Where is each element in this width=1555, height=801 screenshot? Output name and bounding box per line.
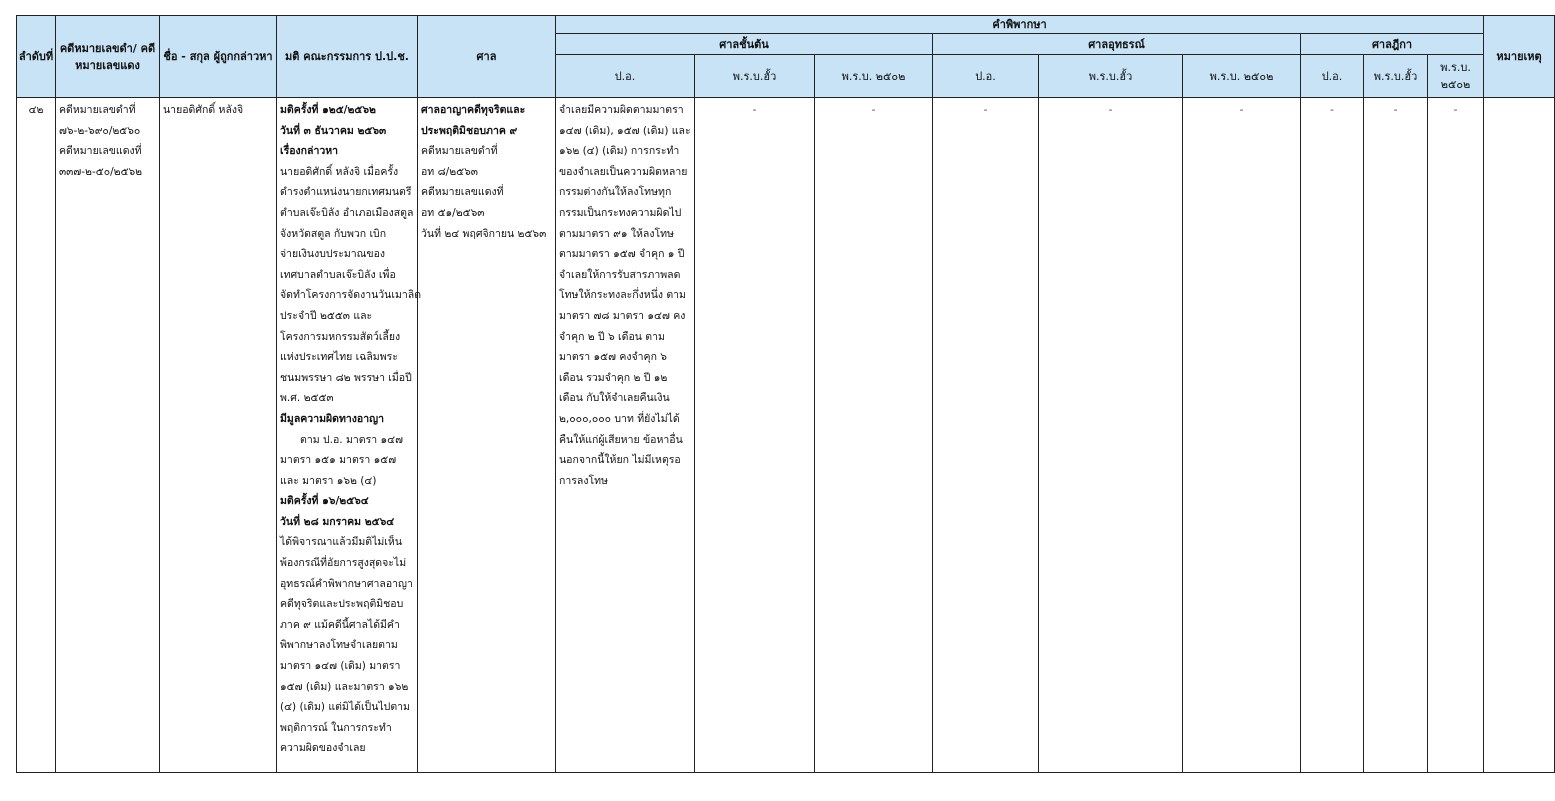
header-supreme-2502-line1: พ.ร.บ. [1440,61,1471,74]
header-first-court: ศาลชั้นต้น [556,34,933,55]
first-pa-line: ของจำเลยเป็นความผิดหลาย [559,165,688,178]
cell-first-2502: - [815,98,933,773]
cell-case-no [56,98,160,773]
court-name-line: ประพฤติมิชอบภาค ๙ [421,124,518,137]
court-case-line: อท ๕๑/๒๕๖๓ [421,206,485,219]
header-seq: ลำดับที่ [17,16,56,98]
first-pa-line: กรรมเป็นกระทงความผิดไป [559,206,682,219]
resolution-1-body-line: พ.ศ. ๒๕๕๓ [280,392,334,405]
table-row [17,98,1555,773]
header-supreme-pa: ป.อ. [1301,55,1364,98]
header-judgment: คำพิพากษา [556,16,1484,34]
header-appeal-pa: ป.อ. [933,55,1039,98]
resolution-2-body-line: พ้องกรณีที่อัยการสูงสุดจะไม่ [280,557,407,570]
case-line: ๗๖-๒-๖๙๐/๒๕๖๐ [59,124,141,137]
header-defendant: ชื่อ - สกุล ผู้ถูกกล่าวหา [160,16,277,98]
first-pa-line: เดือน กับให้จำเลยคืนเงิน [559,392,670,405]
table-header [17,16,1555,98]
resolution-1-law-line: ตาม ป.อ. มาตรา ๑๔๗ [300,433,403,446]
first-pa-line: ตามมาตรา ๙๑ ให้ลงโทษ [559,227,674,240]
resolution-1-body-line: จ่ายเงินงบประมาณของ [280,248,385,261]
header-appeal-court: ศาลอุทธรณ์ [933,34,1301,55]
header-remarks: หมายเหตุ [1484,16,1555,98]
resolution-1-body-line: ตำบลเจ๊ะบิลัง อำเภอเมืองสตูล [280,206,414,219]
resolution-2-body-line: อุทธรณ์คำพิพากษาศาลอาญา [280,577,413,590]
resolution-2-body-line: พิพากษาลงโทษจำเลยตาม [280,639,398,652]
cell-appeal-pa: - [933,98,1039,773]
resolution-2-body-line: ได้พิจารณาแล้วมีมติไม่เห็น [280,536,402,549]
case-line: คดีหมายเลขแดงที่ [59,145,142,158]
first-pa-line: มาตรา ๑๕๗ คงจำคุก ๖ [559,351,667,364]
header-first-bribe: พ.ร.บ.ฮั้ว [695,55,815,98]
resolution-1-body-line: ชนมพรรษา ๘๒ พรรษา เมื่อปี [280,371,412,384]
first-pa-line: คืนให้แก่ผู้เสียหาย ข้อหาอื่น [559,433,683,446]
court-date-line: วันที่ ๒๔ พฤศจิกายน ๒๕๖๓ [421,227,547,240]
resolution-1-body-line: จัดทำโครงการจัดงานวันเมาลิด [280,289,422,302]
header-appeal-bribe: พ.ร.บ.ฮั้ว [1039,55,1183,98]
case-line: ๓๓๗-๒-๕๐/๒๕๖๒ [59,165,143,178]
case-line: คดีหมายเลขดำที่ [59,104,136,116]
court-case-line: อท ๘/๒๕๖๓ [421,165,478,178]
first-pa-line: ตามมาตรา ๑๕๗ จำคุก ๑ ปี [559,248,685,261]
header-supreme-court: ศาลฎีกา [1301,34,1484,55]
resolution-2-body-line: ภาค ๙ แม้คดีนี้ศาลได้มีคำ [280,618,400,631]
first-pa-line: มาตรา ๗๘ มาตรา ๑๔๗ คง [559,309,686,322]
resolution-1-heading: เรื่องกล่าวหา [280,145,339,158]
header-supreme-bribe: พ.ร.บ.ฮั้ว [1364,55,1428,98]
header-first-2502: พ.ร.บ. ๒๕๐๒ [815,55,933,98]
cell-defendant [160,98,277,773]
first-pa-line: โทษให้กระทงละกึ่งหนึ่ง ตาม [559,289,686,302]
first-pa-line: ๑๔๗ (เดิม), ๑๕๗ (เดิม) และ [559,124,691,137]
cell-supreme-pa: - [1301,98,1364,773]
header-resolution: มติ คณะกรรมการ ป.ป.ช. [277,16,418,98]
resolution-1-body-line: ดำรงตำแหน่งนายกเทศมนตรี [280,186,412,199]
court-name-line: ศาลอาญาคดีทุจริตและ [421,104,526,116]
cell-appeal-2502: - [1183,98,1301,773]
first-pa-line: จำเลยมีความผิดตามมาตรา [559,104,684,116]
header-supreme-2502 [1428,55,1484,98]
defendant-name: นายอดิศักดิ์ หลังจิ [163,104,244,116]
header-court: ศาล [418,16,556,98]
header-case-no: คดีหมายเลขดำ/ คดีหมายเลขแดง [56,16,160,98]
resolution-2-body-line: ๑๕๗ (เดิม) และมาตรา ๑๖๒ [280,680,409,693]
resolution-2-body-line: พฤติการณ์ ในการกระทำ [280,721,392,734]
resolution-1-body-line: จังหวัดสตูล กับพวก เบิก [280,227,387,240]
cell-court [418,98,556,773]
resolution-1-body-line: โครงการมหกรรมสัตว์เลี้ยง [280,330,401,343]
resolution-1-finding: มีมูลความผิดทางอาญา [280,412,384,425]
cell-resolution [277,98,422,773]
case-table [16,15,1555,773]
resolution-2-body-line: คดีทุจริตและประพฤติมิชอบ [280,598,404,611]
resolution-1-no: มติครั้งที่ ๑๒๕/๒๕๖๒ [280,104,376,116]
cell-first-court-pa [556,98,695,773]
resolution-1-date: วันที่ ๓ ธันวาคม ๒๕๖๓ [280,124,387,137]
cell-appeal-bribe: - [1039,98,1183,773]
cell-first-bribe: - [695,98,815,773]
resolution-1-body-line: เทศบาลตำบลเจ๊ะบิลัง เพื่อ [280,268,396,281]
header-first-pa: ป.อ. [556,55,695,98]
resolution-2-body-line: ความผิดของจำเลย [280,742,366,755]
case-table-sheet [16,15,1555,773]
resolution-2-body-line: (๔) (เดิม) แต่มิได้เป็นไปตาม [280,701,410,714]
resolution-2-body-line: มาตรา ๑๔๗ (เดิม) มาตรา [280,660,401,673]
cell-seq: ๔๒ [17,98,56,773]
cell-remarks [1484,98,1555,773]
first-pa-line: จำคุก ๒ ปี ๖ เดือน ตาม [559,330,665,343]
first-pa-line: ๒,๐๐๐,๐๐๐ บาท ที่ยังไม่ได้ [559,412,680,425]
header-supreme-2502-line2: ๒๕๐๒ [1440,78,1471,91]
first-pa-line: จำเลยให้การรับสารภาพลด [559,268,681,281]
resolution-2-date: วันที่ ๒๘ มกราคม ๒๕๖๔ [280,515,395,528]
first-pa-line: นอกจากนี้ให้ยก ไม่มีเหตุรอ [559,454,681,467]
cell-supreme-2502: - [1428,98,1484,773]
cell-supreme-bribe: - [1364,98,1428,773]
court-case-line: คดีหมายเลขดำที่ [421,145,498,158]
resolution-1-law-line: และ มาตรา ๑๖๒ (๔) [280,474,377,487]
resolution-1-body-line: ประจำปี ๒๕๕๓ และ [280,309,373,322]
first-pa-line: เดือน รวมจำคุก ๒ ปี ๑๒ [559,371,668,384]
resolution-2-no: มติครั้งที่ ๑๖/๒๕๖๔ [280,495,369,508]
first-pa-line: ๑๖๒ (๔) (เดิม) การกระทำ [559,145,680,158]
court-case-line: คดีหมายเลขแดงที่ [421,186,504,199]
resolution-1-body-line: แห่งประเทศไทย เฉลิมพระ [280,351,398,364]
resolution-1-body-line: นายอดิศักดิ์ หลังจิ เมื่อครั้ง [280,165,399,178]
first-pa-line: กรรมต่างกันให้ลงโทษทุก [559,186,672,199]
header-appeal-2502: พ.ร.บ. ๒๕๐๒ [1183,55,1301,98]
resolution-1-law-line: มาตรา ๑๕๑ มาตรา ๑๕๗ [280,454,397,467]
first-pa-line: การลงโทษ [559,474,608,487]
